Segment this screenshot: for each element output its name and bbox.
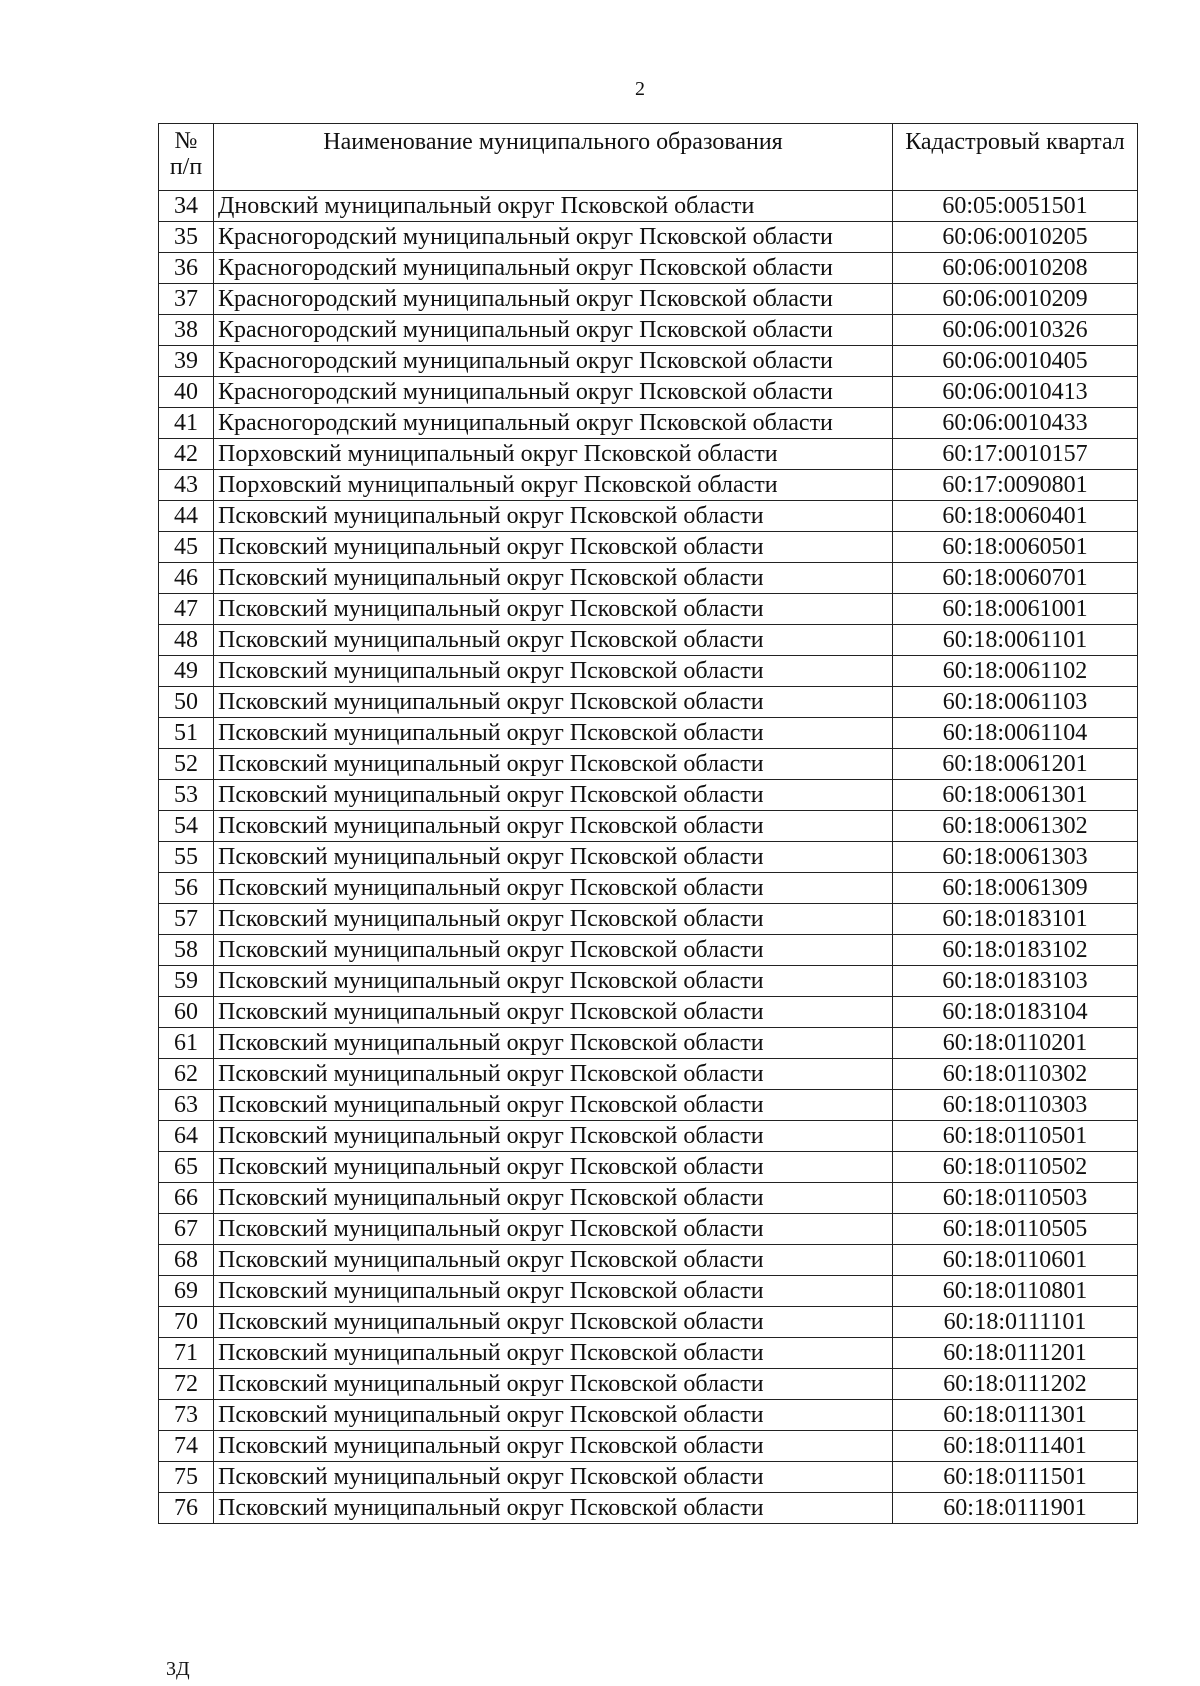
row-number-cell: 52 <box>159 749 214 780</box>
municipality-name-cell: Дновский муниципальный округ Псковской области <box>214 191 893 222</box>
table-row <box>159 718 1138 749</box>
cadastral-code-cell: 60:18:0110302 <box>893 1059 1138 1090</box>
row-number-cell: 44 <box>159 501 214 532</box>
row-number-cell: 60 <box>159 997 214 1028</box>
row-number-cell: 76 <box>159 1493 214 1524</box>
table-row <box>159 377 1138 408</box>
municipality-name-cell: Псковский муниципальный округ Псковской области <box>214 1214 893 1245</box>
cadastral-code-cell: 60:18:0110502 <box>893 1152 1138 1183</box>
cadastral-code-cell: 60:18:0110505 <box>893 1214 1138 1245</box>
table-row <box>159 563 1138 594</box>
cadastral-code-cell: 60:18:0183104 <box>893 997 1138 1028</box>
row-number-cell: 34 <box>159 191 214 222</box>
municipality-name-cell: Псковский муниципальный округ Псковской области <box>214 1090 893 1121</box>
municipality-name-cell: Псковский муниципальный округ Псковской области <box>214 656 893 687</box>
table-row <box>159 749 1138 780</box>
municipality-name-cell: Псковский муниципальный округ Псковской области <box>214 1400 893 1431</box>
cadastral-code-cell: 60:18:0111301 <box>893 1400 1138 1431</box>
table-row <box>159 1431 1138 1462</box>
cadastral-code-cell: 60:18:0061309 <box>893 873 1138 904</box>
row-number-cell: 35 <box>159 222 214 253</box>
cadastral-code-cell: 60:18:0111202 <box>893 1369 1138 1400</box>
row-number-cell: 62 <box>159 1059 214 1090</box>
table-body <box>159 191 1138 1524</box>
row-number-cell: 58 <box>159 935 214 966</box>
row-number-cell: 65 <box>159 1152 214 1183</box>
row-number-cell: 67 <box>159 1214 214 1245</box>
municipality-name-cell: Красногородский муниципальный округ Псковской области <box>214 377 893 408</box>
table-row <box>159 1400 1138 1431</box>
table-row <box>159 935 1138 966</box>
table-row <box>159 1152 1138 1183</box>
cadastral-code-cell: 60:18:0110601 <box>893 1245 1138 1276</box>
footer-mark: 3Д <box>166 1658 190 1680</box>
cadastral-code-cell: 60:18:0110503 <box>893 1183 1138 1214</box>
cadastral-code-cell: 60:18:0061302 <box>893 811 1138 842</box>
row-number-cell: 59 <box>159 966 214 997</box>
row-number-cell: 75 <box>159 1462 214 1493</box>
row-number-cell: 56 <box>159 873 214 904</box>
municipality-name-cell: Порховский муниципальный округ Псковской области <box>214 439 893 470</box>
table-row <box>159 191 1138 222</box>
cadastral-code-cell: 60:18:0061104 <box>893 718 1138 749</box>
cadastral-code-cell: 60:18:0061102 <box>893 656 1138 687</box>
municipality-name-cell: Псковский муниципальный округ Псковской области <box>214 749 893 780</box>
row-number-cell: 71 <box>159 1338 214 1369</box>
municipality-name-cell: Псковский муниципальный округ Псковской области <box>214 1338 893 1369</box>
cadastral-code-cell: 60:18:0110801 <box>893 1276 1138 1307</box>
page-number: 2 <box>635 78 645 100</box>
cadastral-code-cell: 60:18:0183103 <box>893 966 1138 997</box>
row-number-cell: 53 <box>159 780 214 811</box>
table-row <box>159 1059 1138 1090</box>
municipality-name-cell: Псковский муниципальный округ Псковской области <box>214 718 893 749</box>
cadastral-code-cell: 60:18:0061103 <box>893 687 1138 718</box>
table-row <box>159 501 1138 532</box>
cadastral-code-cell: 60:17:0010157 <box>893 439 1138 470</box>
cadastral-code-cell: 60:06:0010208 <box>893 253 1138 284</box>
table-row <box>159 842 1138 873</box>
row-number-cell: 70 <box>159 1307 214 1338</box>
municipality-name-cell: Псковский муниципальный округ Псковской области <box>214 1493 893 1524</box>
table-row <box>159 222 1138 253</box>
cadastral-code-cell: 60:18:0111401 <box>893 1431 1138 1462</box>
municipality-name-cell: Псковский муниципальный округ Псковской области <box>214 1059 893 1090</box>
municipality-name-cell: Псковский муниципальный округ Псковской области <box>214 1028 893 1059</box>
table-row <box>159 625 1138 656</box>
table-row <box>159 656 1138 687</box>
cadastral-code-cell: 60:18:0110303 <box>893 1090 1138 1121</box>
municipality-name-cell: Псковский муниципальный округ Псковской области <box>214 1245 893 1276</box>
table-row <box>159 470 1138 501</box>
cadastral-code-cell: 60:17:0090801 <box>893 470 1138 501</box>
municipality-name-cell: Псковский муниципальный округ Псковской области <box>214 1276 893 1307</box>
municipality-name-cell: Псковский муниципальный округ Псковской области <box>214 501 893 532</box>
row-number-cell: 55 <box>159 842 214 873</box>
row-number-cell: 51 <box>159 718 214 749</box>
municipality-name-cell: Псковский муниципальный округ Псковской области <box>214 904 893 935</box>
table-row <box>159 873 1138 904</box>
municipality-name-cell: Красногородский муниципальный округ Псковской области <box>214 315 893 346</box>
municipality-name-cell: Псковский муниципальный округ Псковской области <box>214 966 893 997</box>
municipality-name-cell: Псковский муниципальный округ Псковской области <box>214 532 893 563</box>
municipality-name-cell: Порховский муниципальный округ Псковской области <box>214 470 893 501</box>
table-row <box>159 997 1138 1028</box>
municipality-name-cell: Красногородский муниципальный округ Псковской области <box>214 284 893 315</box>
row-number-cell: 40 <box>159 377 214 408</box>
header-code: Кадастровый квартал <box>893 124 1138 191</box>
table-row <box>159 1183 1138 1214</box>
cadastral-code-cell: 60:18:0111201 <box>893 1338 1138 1369</box>
cadastral-code-cell: 60:18:0110201 <box>893 1028 1138 1059</box>
municipality-name-cell: Псковский муниципальный округ Псковской области <box>214 563 893 594</box>
row-number-cell: 64 <box>159 1121 214 1152</box>
row-number-cell: 39 <box>159 346 214 377</box>
cadastral-code-cell: 60:06:0010405 <box>893 346 1138 377</box>
municipality-name-cell: Псковский муниципальный округ Псковской области <box>214 1121 893 1152</box>
cadastral-code-cell: 60:05:0051501 <box>893 191 1138 222</box>
cadastral-code-cell: 60:18:0061001 <box>893 594 1138 625</box>
cadastral-code-cell: 60:18:0061201 <box>893 749 1138 780</box>
cadastral-code-cell: 60:18:0061101 <box>893 625 1138 656</box>
municipality-name-cell: Псковский муниципальный округ Псковской области <box>214 687 893 718</box>
row-number-cell: 49 <box>159 656 214 687</box>
municipality-name-cell: Красногородский муниципальный округ Псковской области <box>214 222 893 253</box>
row-number-cell: 43 <box>159 470 214 501</box>
row-number-cell: 68 <box>159 1245 214 1276</box>
cadastral-code-cell: 60:18:0060501 <box>893 532 1138 563</box>
table-row <box>159 1307 1138 1338</box>
row-number-cell: 48 <box>159 625 214 656</box>
table-row <box>159 1245 1138 1276</box>
cadastral-code-cell: 60:18:0061301 <box>893 780 1138 811</box>
table-row <box>159 1121 1138 1152</box>
municipality-name-cell: Псковский муниципальный округ Псковской области <box>214 1307 893 1338</box>
municipality-name-cell: Красногородский муниципальный округ Псковской области <box>214 408 893 439</box>
row-number-cell: 46 <box>159 563 214 594</box>
table-row <box>159 439 1138 470</box>
cadastral-code-cell: 60:18:0111901 <box>893 1493 1138 1524</box>
row-number-cell: 63 <box>159 1090 214 1121</box>
municipality-name-cell: Псковский муниципальный округ Псковской области <box>214 625 893 656</box>
cadastral-code-cell: 60:06:0010205 <box>893 222 1138 253</box>
row-number-cell: 61 <box>159 1028 214 1059</box>
cadastral-code-cell: 60:06:0010209 <box>893 284 1138 315</box>
municipality-name-cell: Псковский муниципальный округ Псковской области <box>214 594 893 625</box>
table-header <box>159 124 1138 191</box>
table-row <box>159 1338 1138 1369</box>
cadastral-code-cell: 60:18:0060701 <box>893 563 1138 594</box>
municipality-name-cell: Красногородский муниципальный округ Псковской области <box>214 346 893 377</box>
municipality-name-cell: Псковский муниципальный округ Псковской области <box>214 1183 893 1214</box>
table-row <box>159 1276 1138 1307</box>
table-row <box>159 532 1138 563</box>
table-row <box>159 811 1138 842</box>
row-number-cell: 45 <box>159 532 214 563</box>
municipality-name-cell: Псковский муниципальный округ Псковской области <box>214 1152 893 1183</box>
table-header-row <box>159 124 1138 191</box>
header-name: Наименование муниципального образования <box>214 124 893 191</box>
table-row <box>159 687 1138 718</box>
table-row <box>159 1028 1138 1059</box>
table-row <box>159 1369 1138 1400</box>
table-row <box>159 284 1138 315</box>
table-row <box>159 904 1138 935</box>
header-num: № п/п <box>159 124 214 191</box>
row-number-cell: 72 <box>159 1369 214 1400</box>
row-number-cell: 47 <box>159 594 214 625</box>
municipality-name-cell: Псковский муниципальный округ Псковской области <box>214 1431 893 1462</box>
row-number-cell: 38 <box>159 315 214 346</box>
table-row <box>159 346 1138 377</box>
table-row <box>159 1214 1138 1245</box>
municipality-name-cell: Псковский муниципальный округ Псковской области <box>214 1462 893 1493</box>
table-row <box>159 1090 1138 1121</box>
table-row <box>159 780 1138 811</box>
cadastral-code-cell: 60:18:0111501 <box>893 1462 1138 1493</box>
row-number-cell: 41 <box>159 408 214 439</box>
row-number-cell: 54 <box>159 811 214 842</box>
cadastral-table <box>158 123 1138 1524</box>
cadastral-code-cell: 60:18:0061303 <box>893 842 1138 873</box>
row-number-cell: 66 <box>159 1183 214 1214</box>
table-row <box>159 253 1138 284</box>
table-row <box>159 966 1138 997</box>
table-row <box>159 408 1138 439</box>
cadastral-code-cell: 60:06:0010326 <box>893 315 1138 346</box>
cadastral-code-cell: 60:18:0183102 <box>893 935 1138 966</box>
cadastral-code-cell: 60:06:0010413 <box>893 377 1138 408</box>
cadastral-code-cell: 60:18:0110501 <box>893 1121 1138 1152</box>
municipality-name-cell: Псковский муниципальный округ Псковской области <box>214 780 893 811</box>
cadastral-code-cell: 60:06:0010433 <box>893 408 1138 439</box>
row-number-cell: 74 <box>159 1431 214 1462</box>
cadastral-code-cell: 60:18:0183101 <box>893 904 1138 935</box>
row-number-cell: 50 <box>159 687 214 718</box>
municipality-name-cell: Псковский муниципальный округ Псковской области <box>214 842 893 873</box>
municipality-name-cell: Псковский муниципальный округ Псковской области <box>214 997 893 1028</box>
table-row <box>159 315 1138 346</box>
table-row <box>159 1493 1138 1524</box>
row-number-cell: 36 <box>159 253 214 284</box>
table-row <box>159 594 1138 625</box>
cadastral-code-cell: 60:18:0111101 <box>893 1307 1138 1338</box>
municipality-name-cell: Псковский муниципальный округ Псковской области <box>214 935 893 966</box>
municipality-name-cell: Псковский муниципальный округ Псковской области <box>214 873 893 904</box>
cadastral-code-cell: 60:18:0060401 <box>893 501 1138 532</box>
row-number-cell: 37 <box>159 284 214 315</box>
row-number-cell: 73 <box>159 1400 214 1431</box>
row-number-cell: 69 <box>159 1276 214 1307</box>
row-number-cell: 57 <box>159 904 214 935</box>
table-row <box>159 1462 1138 1493</box>
municipality-name-cell: Красногородский муниципальный округ Псковской области <box>214 253 893 284</box>
municipality-name-cell: Псковский муниципальный округ Псковской области <box>214 1369 893 1400</box>
row-number-cell: 42 <box>159 439 214 470</box>
municipality-name-cell: Псковский муниципальный округ Псковской области <box>214 811 893 842</box>
